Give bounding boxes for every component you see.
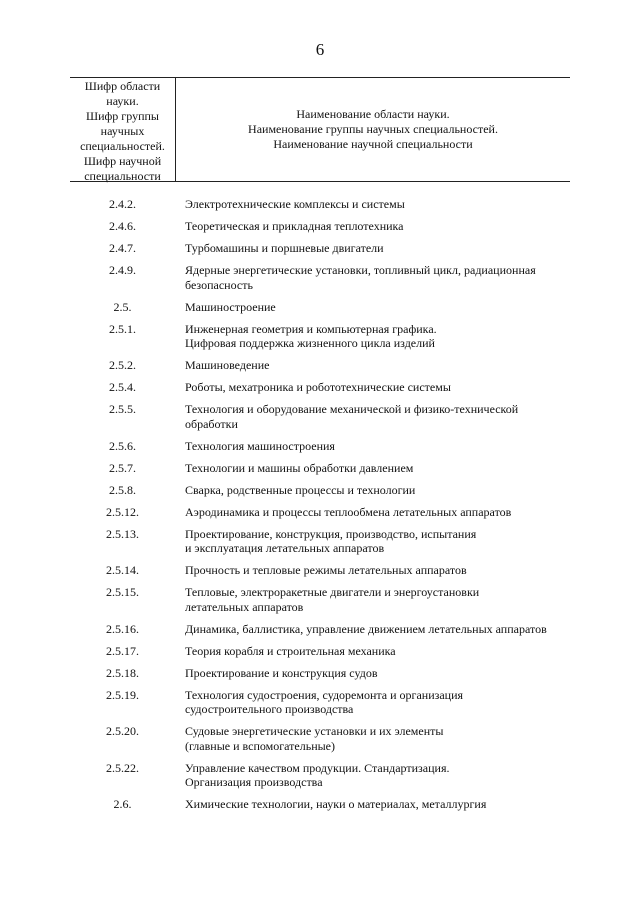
- specialty-code: 2.5.2.: [109, 358, 136, 372]
- table-row: [70, 241, 570, 256]
- table-header-name-column: [176, 107, 570, 152]
- specialty-name-line: Динамика, баллистика, управление движением летательных аппаратов: [185, 621, 547, 636]
- specialty-name: [175, 197, 570, 212]
- table-row: [70, 724, 570, 753]
- table-row: [70, 688, 570, 717]
- specialty-name-line: Химические технологии, науки о материалах, металлургия: [185, 797, 487, 811]
- specialty-name-line: Управление качеством продукции. Стандартизация.: [185, 760, 450, 775]
- specialty-name-line: (главные и вспомогательные): [185, 738, 336, 753]
- specialty-name: [175, 358, 570, 373]
- specialty-name-line: Организация производства: [185, 775, 323, 789]
- specialty-code: 2.5.15.: [106, 585, 139, 599]
- table-row: [70, 505, 570, 520]
- table-header-top-rule: [70, 77, 570, 78]
- specialty-name-line: Электротехнические комплексы и системы: [185, 197, 405, 211]
- specialty-code: 2.5.17.: [106, 643, 139, 658]
- table-row: [70, 439, 570, 454]
- specialty-name-line: обработки: [185, 416, 238, 431]
- specialty-name-line: Роботы, мехатроника и робототехнические системы: [185, 380, 451, 394]
- table-row: [70, 219, 570, 234]
- table-row: [70, 644, 570, 659]
- specialty-name: [175, 219, 570, 234]
- specialty-name: [175, 563, 570, 578]
- specialty-code: 2.5.18.: [106, 665, 139, 680]
- specialty-name-line: Аэродинамика и процессы теплообмена летательных аппаратов: [185, 504, 512, 519]
- specialty-code: 2.5.13.: [106, 526, 139, 541]
- specialty-name: [175, 505, 570, 520]
- specialty-name-line: Технологии и машины обработки давлением: [185, 460, 414, 475]
- table-row: [70, 483, 570, 498]
- table-row: [70, 622, 570, 637]
- specialty-name-line: Технология машиностроения: [185, 438, 335, 453]
- header-name-line: Наименование области науки.: [296, 107, 450, 121]
- table-row: [70, 402, 570, 431]
- specialty-code: 2.5.5.: [109, 402, 136, 416]
- specialty-code: 2.4.2.: [109, 197, 136, 211]
- specialty-code: 2.5.8.: [109, 482, 136, 497]
- specialty-name-line: Сварка, родственные процессы и технологии: [185, 482, 416, 497]
- specialty-name: [175, 585, 570, 614]
- specialty-name: [175, 724, 570, 753]
- specialty-name-line: судостроительного производства: [185, 702, 354, 716]
- table-row: [70, 197, 570, 212]
- specialty-code: 2.4.7.: [109, 241, 136, 255]
- specialty-name-line: Машиностроение: [185, 299, 276, 314]
- specialty-code: 2.6.: [113, 797, 132, 811]
- specialty-code: 2.5.14.: [106, 563, 139, 577]
- specialty-code: 2.5.16.: [106, 621, 139, 636]
- specialty-code: 2.5.: [113, 299, 132, 314]
- specialty-name: [175, 461, 570, 476]
- specialty-name: [175, 666, 570, 681]
- specialty-name: [175, 483, 570, 498]
- specialty-name: [175, 797, 570, 812]
- specialty-code: 2.5.22.: [106, 760, 139, 775]
- specialty-code: 2.4.6.: [109, 219, 136, 233]
- specialty-name-line: Турбомашины и поршневые двигатели: [185, 241, 384, 255]
- header-code-line: научных: [100, 124, 145, 138]
- table-row: [70, 322, 570, 351]
- table-row: [70, 358, 570, 373]
- specialty-name: [175, 688, 570, 717]
- specialty-name-line: безопасность: [185, 277, 253, 292]
- specialty-name-line: Инженерная геометрия и компьютерная графика.: [185, 321, 437, 336]
- table-row: [70, 263, 570, 292]
- specialty-table-body: [70, 197, 570, 819]
- header-name-line: Наименование группы научных специальностей.: [248, 122, 498, 136]
- specialty-code: 2.5.19.: [106, 687, 139, 702]
- specialty-name-line: Технология и оборудование механической и физико-технической: [185, 402, 519, 416]
- table-row: [70, 380, 570, 395]
- specialty-name-line: Теоретическая и прикладная теплотехника: [185, 219, 404, 233]
- specialty-name-line: Тепловые, электроракетные двигатели и энергоустановки: [185, 585, 480, 599]
- table-row: [70, 666, 570, 681]
- specialty-name-line: Проектирование и конструкция судов: [185, 665, 378, 680]
- header-code-line: специальностей.: [80, 139, 165, 153]
- specialty-name: [175, 439, 570, 454]
- specialty-name: [175, 263, 570, 292]
- specialty-name: [175, 527, 570, 556]
- specialty-name: [175, 300, 570, 315]
- specialty-name: [175, 644, 570, 659]
- specialty-code: 2.5.4.: [109, 380, 136, 394]
- specialty-code: 2.5.6.: [109, 438, 136, 453]
- table-row: [70, 585, 570, 614]
- header-name-line: Наименование научной специальности: [273, 137, 473, 151]
- table-row: [70, 761, 570, 790]
- specialty-name-line: Цифровая поддержка жизненного цикла изделий: [185, 336, 435, 350]
- page-number: 6: [315, 40, 325, 59]
- table-row: [70, 797, 570, 812]
- specialty-name-line: и эксплуатация летательных аппаратов: [185, 541, 385, 555]
- specialty-name-line: Проектирование, конструкция, производство, испытания: [185, 526, 477, 541]
- specialty-name: [175, 241, 570, 256]
- table-row: [70, 563, 570, 578]
- table-header-code-column: [70, 79, 175, 184]
- specialty-name-line: Судовые энергетические установки и их элементы: [185, 724, 444, 738]
- specialty-code: 2.5.12.: [106, 504, 139, 519]
- specialty-name: [175, 402, 570, 431]
- header-code-line: специальности: [84, 169, 161, 183]
- specialty-name: [175, 761, 570, 790]
- table-row: [70, 527, 570, 556]
- specialty-code: 2.4.9.: [109, 263, 136, 277]
- header-code-line: Шифр группы: [86, 109, 159, 123]
- specialty-name-line: летательных аппаратов: [185, 599, 304, 614]
- specialty-name-line: Теория корабля и строительная механика: [185, 643, 396, 658]
- header-code-line: науки.: [106, 94, 139, 108]
- specialty-code: 2.5.1.: [109, 321, 136, 336]
- header-code-line: Шифр области: [84, 79, 161, 93]
- table-row: [70, 300, 570, 315]
- specialty-name-line: Прочность и тепловые режимы летательных аппаратов: [185, 563, 467, 577]
- table-row: [70, 461, 570, 476]
- specialty-code: 2.5.7.: [109, 460, 136, 475]
- specialty-name-line: Машиноведение: [185, 358, 270, 372]
- specialty-name: [175, 380, 570, 395]
- specialty-name-line: Ядерные энергетические установки, топливный цикл, радиационная: [185, 263, 536, 277]
- specialty-name: [175, 322, 570, 351]
- header-code-line: Шифр научной: [83, 154, 162, 168]
- specialty-name-line: Технология судостроения, судоремонта и организация: [185, 687, 464, 702]
- specialty-code: 2.5.20.: [106, 724, 139, 738]
- specialty-name: [175, 622, 570, 637]
